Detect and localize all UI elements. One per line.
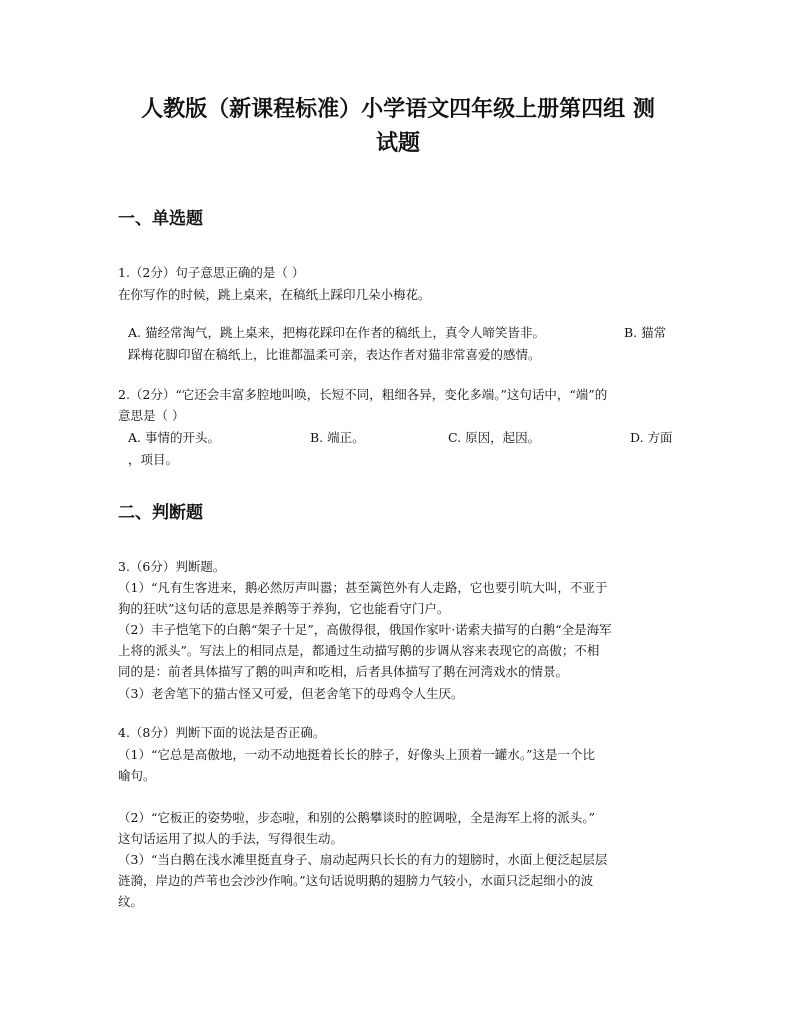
q2-stem: 2.（2分）“它还会丰富多腔地叫唤，长短不同，粗细各异，变化多端。”这句话中，“端”的 [118, 387, 608, 402]
q3-line-1: （1）“凡有生客进来，鹅必然厉声叫嚣；甚至篱笆外有人走路，它也要引吭大叫，不亚于 [118, 580, 608, 595]
q3-line-3: （2）丰子恺笔下的白鹅“架子十足”，高傲得很，俄国作家叶·诺索夫描写的白鹅“全是海军 [118, 622, 612, 637]
q4-line-2: 喻句。 [118, 768, 156, 783]
q4-line-7: 纹。 [118, 894, 144, 909]
section-heading-single-choice: 一、单选题 [118, 209, 203, 229]
section-heading-true-false: 二、判断题 [118, 503, 203, 523]
q3-line-6: （3）老舍笔下的猫古怪又可爱，但老舍笔下的母鸡令人生厌。 [118, 686, 464, 701]
title-line-1: 人教版（新课程标准）小学语文四年级上册第四组 测 [141, 96, 655, 122]
q4-line-1: （1）“它总是高傲地，一动不动地挺着长长的脖子，好像头上顶着一罐水。”这是一个比 [118, 747, 595, 762]
q1-option-b: B. 猫常 [624, 325, 667, 340]
q4-line-3: （2）“它板正的姿势啦，步态啦，和别的公鹅攀谈时的腔调啦，全是海军上将的派头。” [118, 810, 595, 825]
title-line-2: 试题 [375, 130, 420, 156]
q4-line-6: 涟漪，岸边的芦苇也会沙沙作响。”这句话说明鹅的翅膀力气较小，水面只泛起细小的波 [118, 873, 594, 888]
q2-option-a: A. 事情的开头。 [128, 430, 220, 445]
q2-option-c: C. 原因，起因。 [448, 430, 541, 445]
q4-line-4: 这句话运用了拟人的手法，写得很生动。 [118, 831, 344, 846]
q3-line-5: 同的是：前者具体描写了鹅的叫声和吃相，后者具体描写了鹅在河湾戏水的情景。 [118, 664, 569, 679]
q3-line-2: 狗的狂吠”这句话的意思是养鹅等于养狗，它也能看守门户。 [118, 601, 450, 616]
q4-line-5: （3）“当白鹅在浅水滩里挺直身子、扇动起两只长长的有力的翅膀时，水面上便泛起层层 [118, 852, 608, 867]
q1-option-a: A. 猫经常淘气，跳上桌来，把梅花踩印在作者的稿纸上，真令人啼笑皆非。 [128, 325, 545, 340]
q3-line-4: 上将的派头”。写法上的相同点是，都通过生动描写鹅的步调从容来表现它的高傲；不相 [118, 643, 600, 658]
q2-option-d-cont: ，项目。 [128, 452, 179, 467]
q1-sentence: 在你写作的时候，跳上桌来，在稿纸上踩印几朵小梅花。 [118, 287, 431, 302]
q2-option-d: D. 方面 [630, 430, 673, 445]
q3-stem: 3.（6分）判断题。 [118, 559, 226, 574]
q4-stem: 4.（8分）判断下面的说法是否正确。 [118, 725, 326, 740]
q2-option-b: B. 端正。 [310, 430, 365, 445]
q1-option-b-cont: 踩梅花脚印留在稿纸上，比谁都温柔可亲，表达作者对猫非常喜爱的感情。 [128, 347, 541, 362]
q2-stem-cont: 意思是（ ） [118, 408, 185, 423]
page-title [118, 92, 678, 160]
q1-stem: 1.（2分）句子意思正确的是（ ） [118, 265, 305, 280]
